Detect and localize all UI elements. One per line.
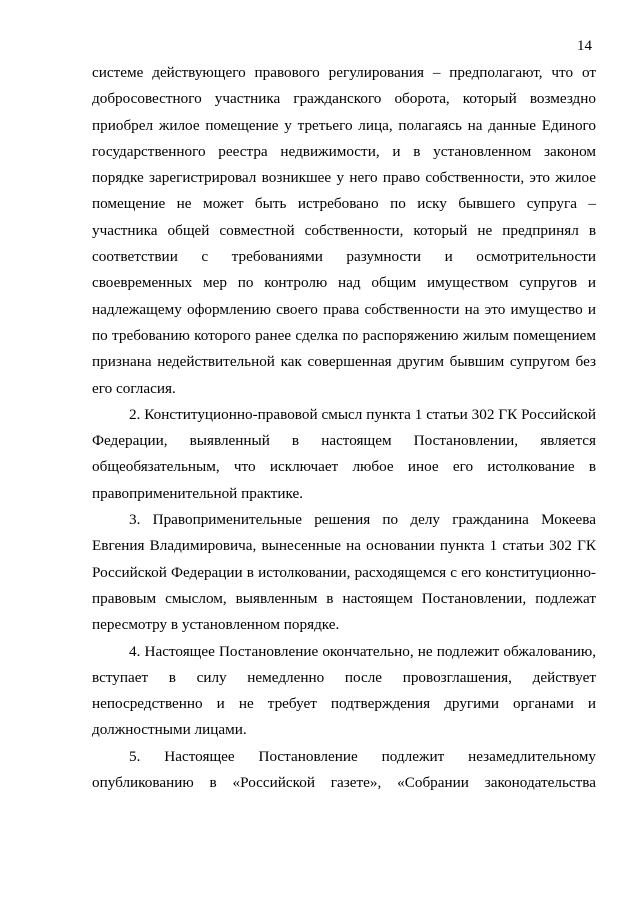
- paragraph-item-5: 5. Настоящее Постановление подлежит незамедлительному опубликованию в «Российской газете», «Собрании законодательства: [92, 747, 596, 792]
- paragraph-item-4: 4. Настоящее Постановление окончательно, не подлежит обжалованию, вступает в силу немедленно после провозглашения, действует непосредственно и не требует подтверждения другими органами и должностными лицами.: [92, 642, 596, 739]
- document-body: [92, 60, 596, 796]
- paragraph-item-2: 2. Конституционно-правовой смысл пункта 1 статьи 302 ГК Российской Федерации, выявленный в настоящем Постановлении, является общеобязательным, что исключает любое иное его истолкование в правоприменительной практике.: [92, 405, 596, 502]
- paragraph-item-3: 3. Правоприменительные решения по делу гражданина Мокеева Евгения Владимировича, вынесенные на основании пункта 1 статьи 302 ГК Российской Федерации в истолковании, расходящемся с его конституционно-правовым смыслом, выявленным в настоящем Постановлении, подлежат пересмотру в установленном порядке.: [92, 511, 596, 634]
- page-number: 14: [577, 38, 592, 54]
- paragraph-continuation: системе действующего правового регулирования – предполагают, что от добросовестного участника гражданского оборота, который возмездно приобрел жилое помещение у третьего лица, полагаясь на данные Единого государственного реестра недвижимости, и в установленном законом порядке зарегистрировал возникшее у него право собственности, это жилое помещение не может быть истребовано по иску бывшего супруга – участника общей совместной собственности, который не предпринял в соответствии с требованиями разумности и осмотрительности своевременных мер по контролю над общим имуществом супругов и надлежащему оформлению своего права собственности на это имущество и по требованию которого ранее сделка по распоряжению жилым помещением признана недействительной как совершенная другим бывшим супругом без его согласия.: [92, 64, 596, 397]
